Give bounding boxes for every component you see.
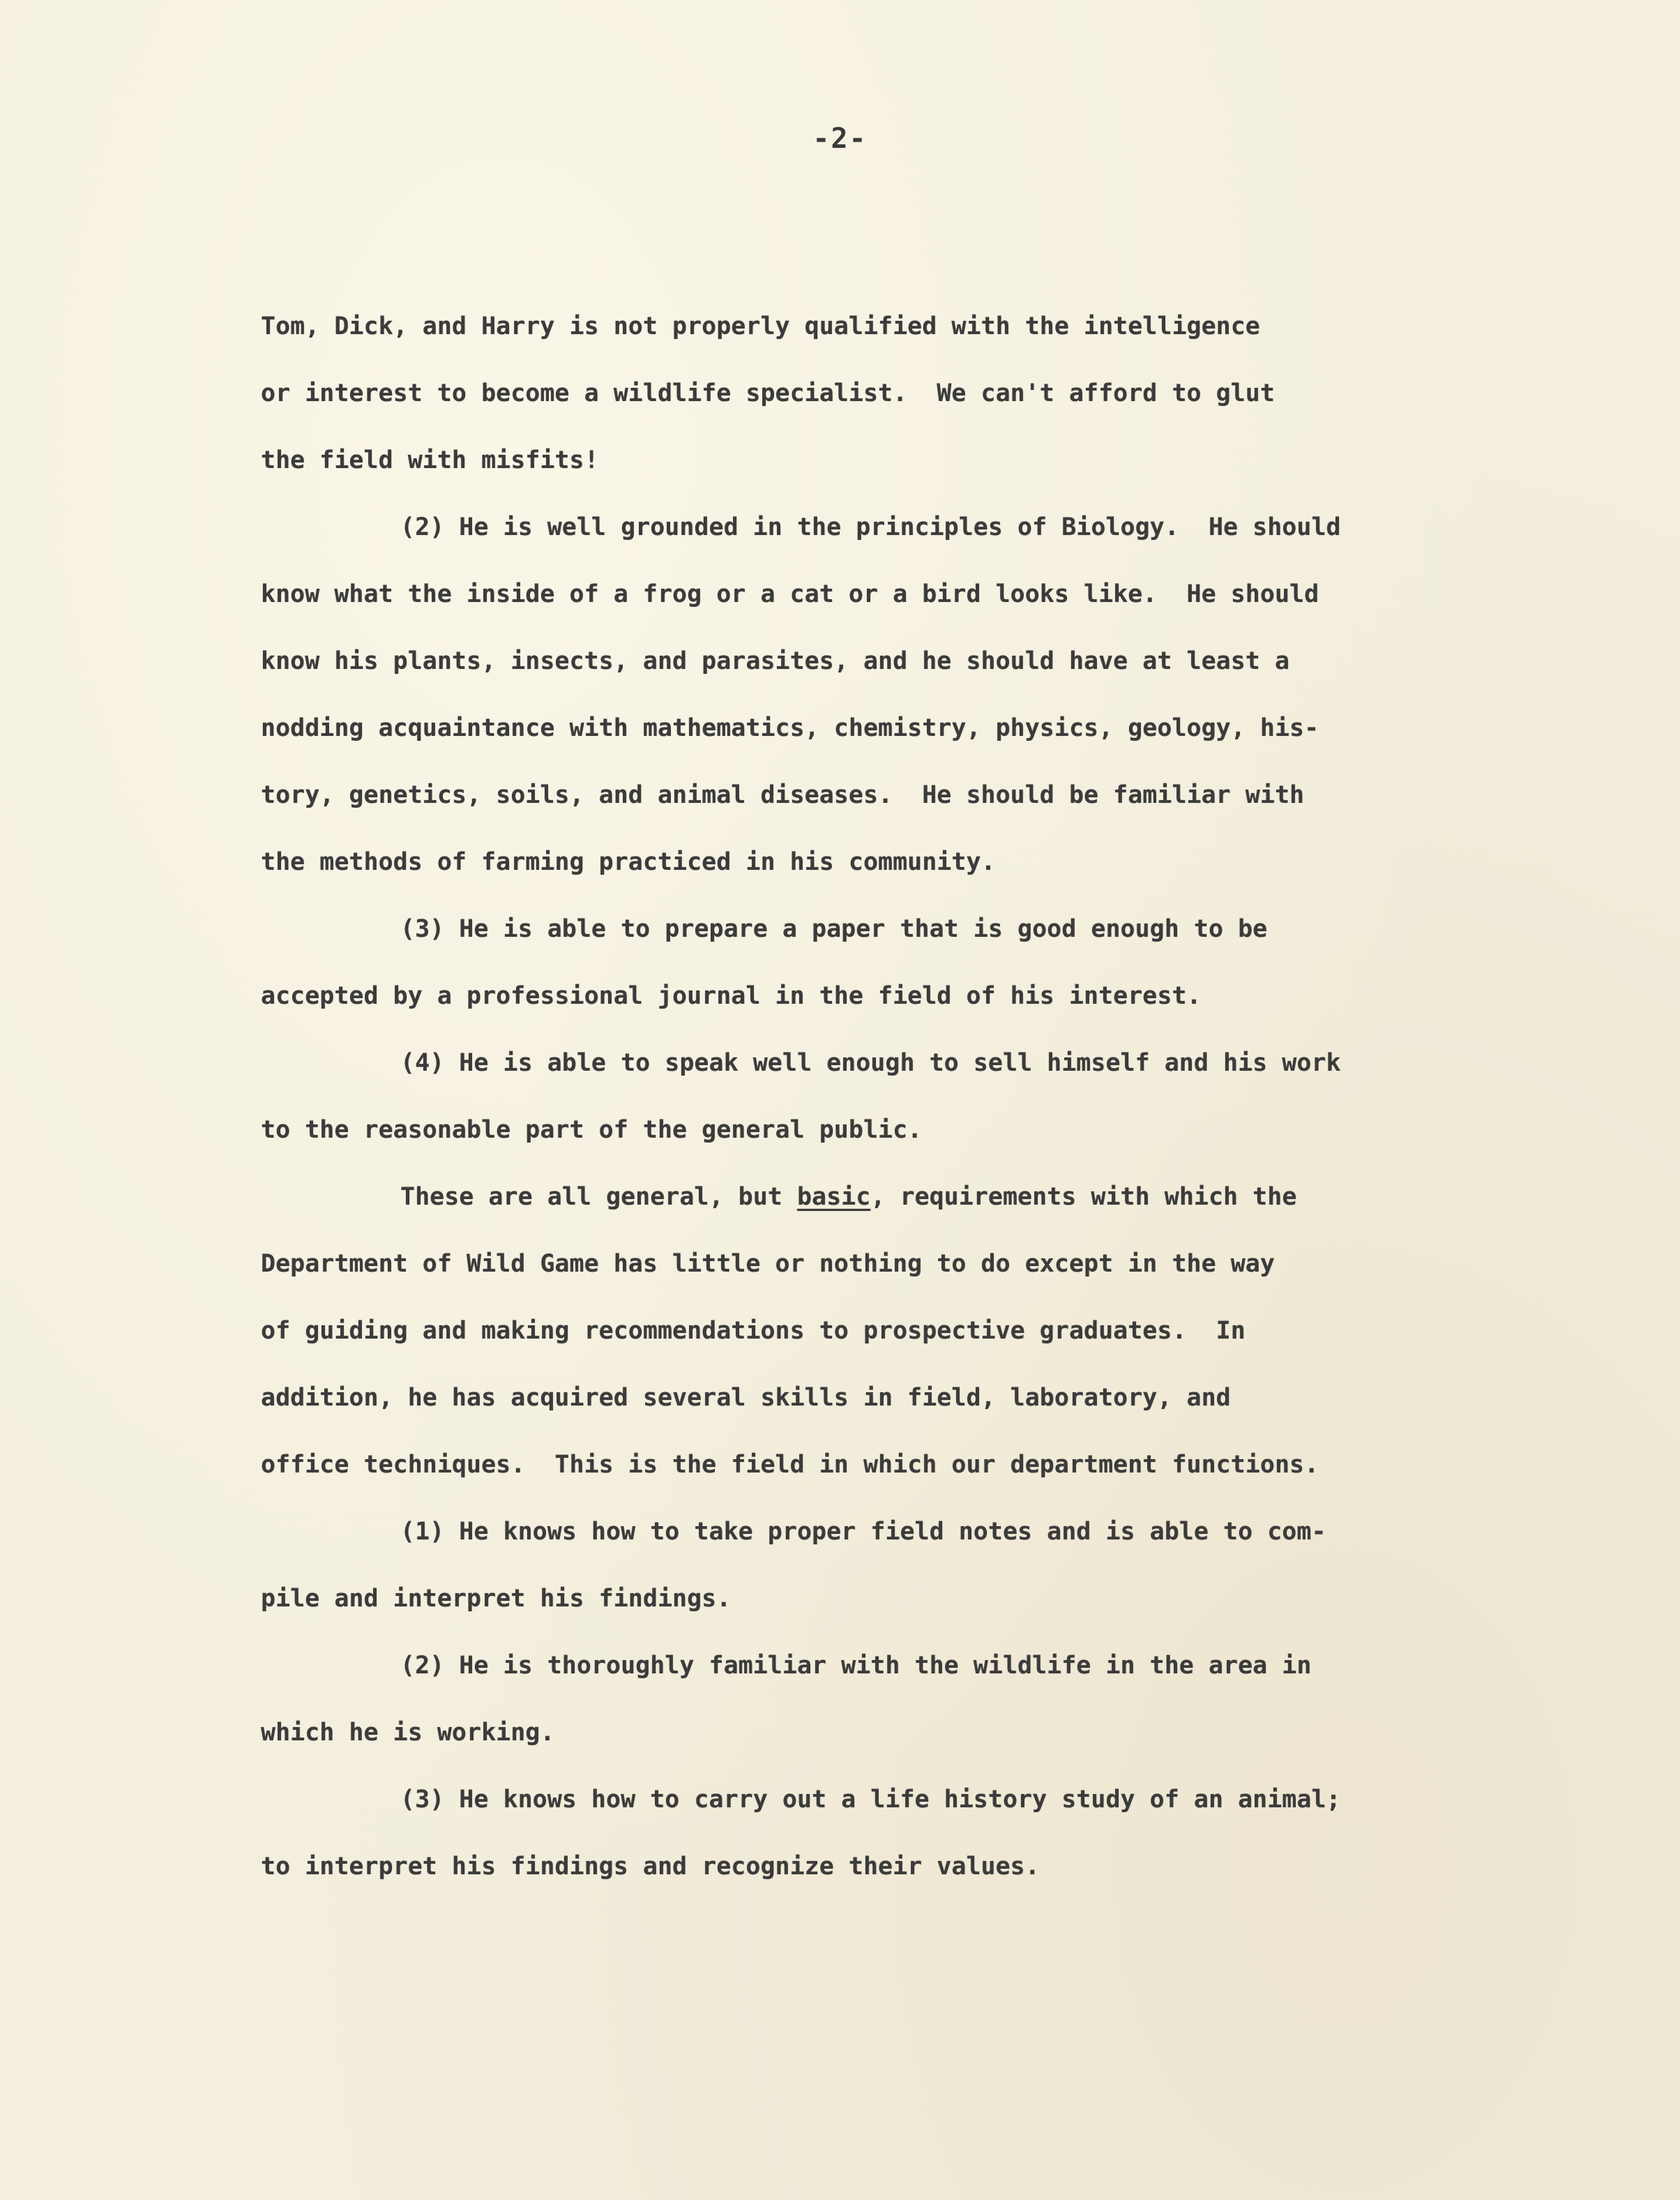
text-line: to interpret his findings and recognize their values. (261, 1853, 1040, 1881)
text-line: Department of Wild Game has little or nothing to do except in the way (261, 1250, 1275, 1278)
underlined-word: basic (796, 1183, 871, 1211)
text-line: the methods of farming practiced in his community. (261, 848, 996, 876)
text-line: (4) He is able to speak well enough to sell himself and his work (400, 1049, 1341, 1077)
text-line: (2) He is well grounded in the principles of Biology. He should (400, 513, 1341, 541)
text-line: tory, genetics, soils, and animal diseases. He should be familiar with (261, 781, 1305, 809)
page-number: -2- (812, 123, 868, 155)
text-line: which he is working. (261, 1719, 555, 1747)
text-line: office techniques. This is the field in which our department functions. (261, 1451, 1319, 1479)
text-line: know what the inside of a frog or a cat or a bird looks like. He should (261, 580, 1319, 608)
text-line: Tom, Dick, and Harry is not properly qualified with the intelligence (261, 312, 1260, 340)
text-line: (2) He is thoroughly familiar with the wildlife in the area in (400, 1652, 1312, 1680)
text-line: (3) He knows how to carry out a life history study of an animal; (400, 1786, 1341, 1814)
text-line: accepted by a professional journal in the field of his interest. (261, 982, 1202, 1010)
text-line: know his plants, insects, and parasites, and he should have at least a (261, 647, 1290, 675)
text-line: the field with misfits! (261, 446, 599, 474)
text-segment: , requirements with which the (870, 1183, 1297, 1211)
text-line: nodding acquaintance with mathematics, chemistry, physics, geology, his- (261, 714, 1319, 742)
text-line: of guiding and making recommendations to prospective graduates. In (261, 1317, 1246, 1345)
text-line: pile and interpret his findings. (261, 1585, 732, 1613)
text-line: or interest to become a wildlife specialist. We can't afford to glut (261, 379, 1275, 407)
text-line (261, 1163, 1530, 1230)
text-line: to the reasonable part of the general public. (261, 1116, 923, 1144)
text-segment: These are all general, but (400, 1183, 797, 1211)
text-line: (1) He knows how to take proper field notes and is able to com- (400, 1518, 1326, 1546)
text-line: addition, he has acquired several skills in field, laboratory, and (261, 1384, 1231, 1412)
body-text (261, 293, 1530, 1900)
text-line: (3) He is able to prepare a paper that is good enough to be (400, 915, 1268, 943)
